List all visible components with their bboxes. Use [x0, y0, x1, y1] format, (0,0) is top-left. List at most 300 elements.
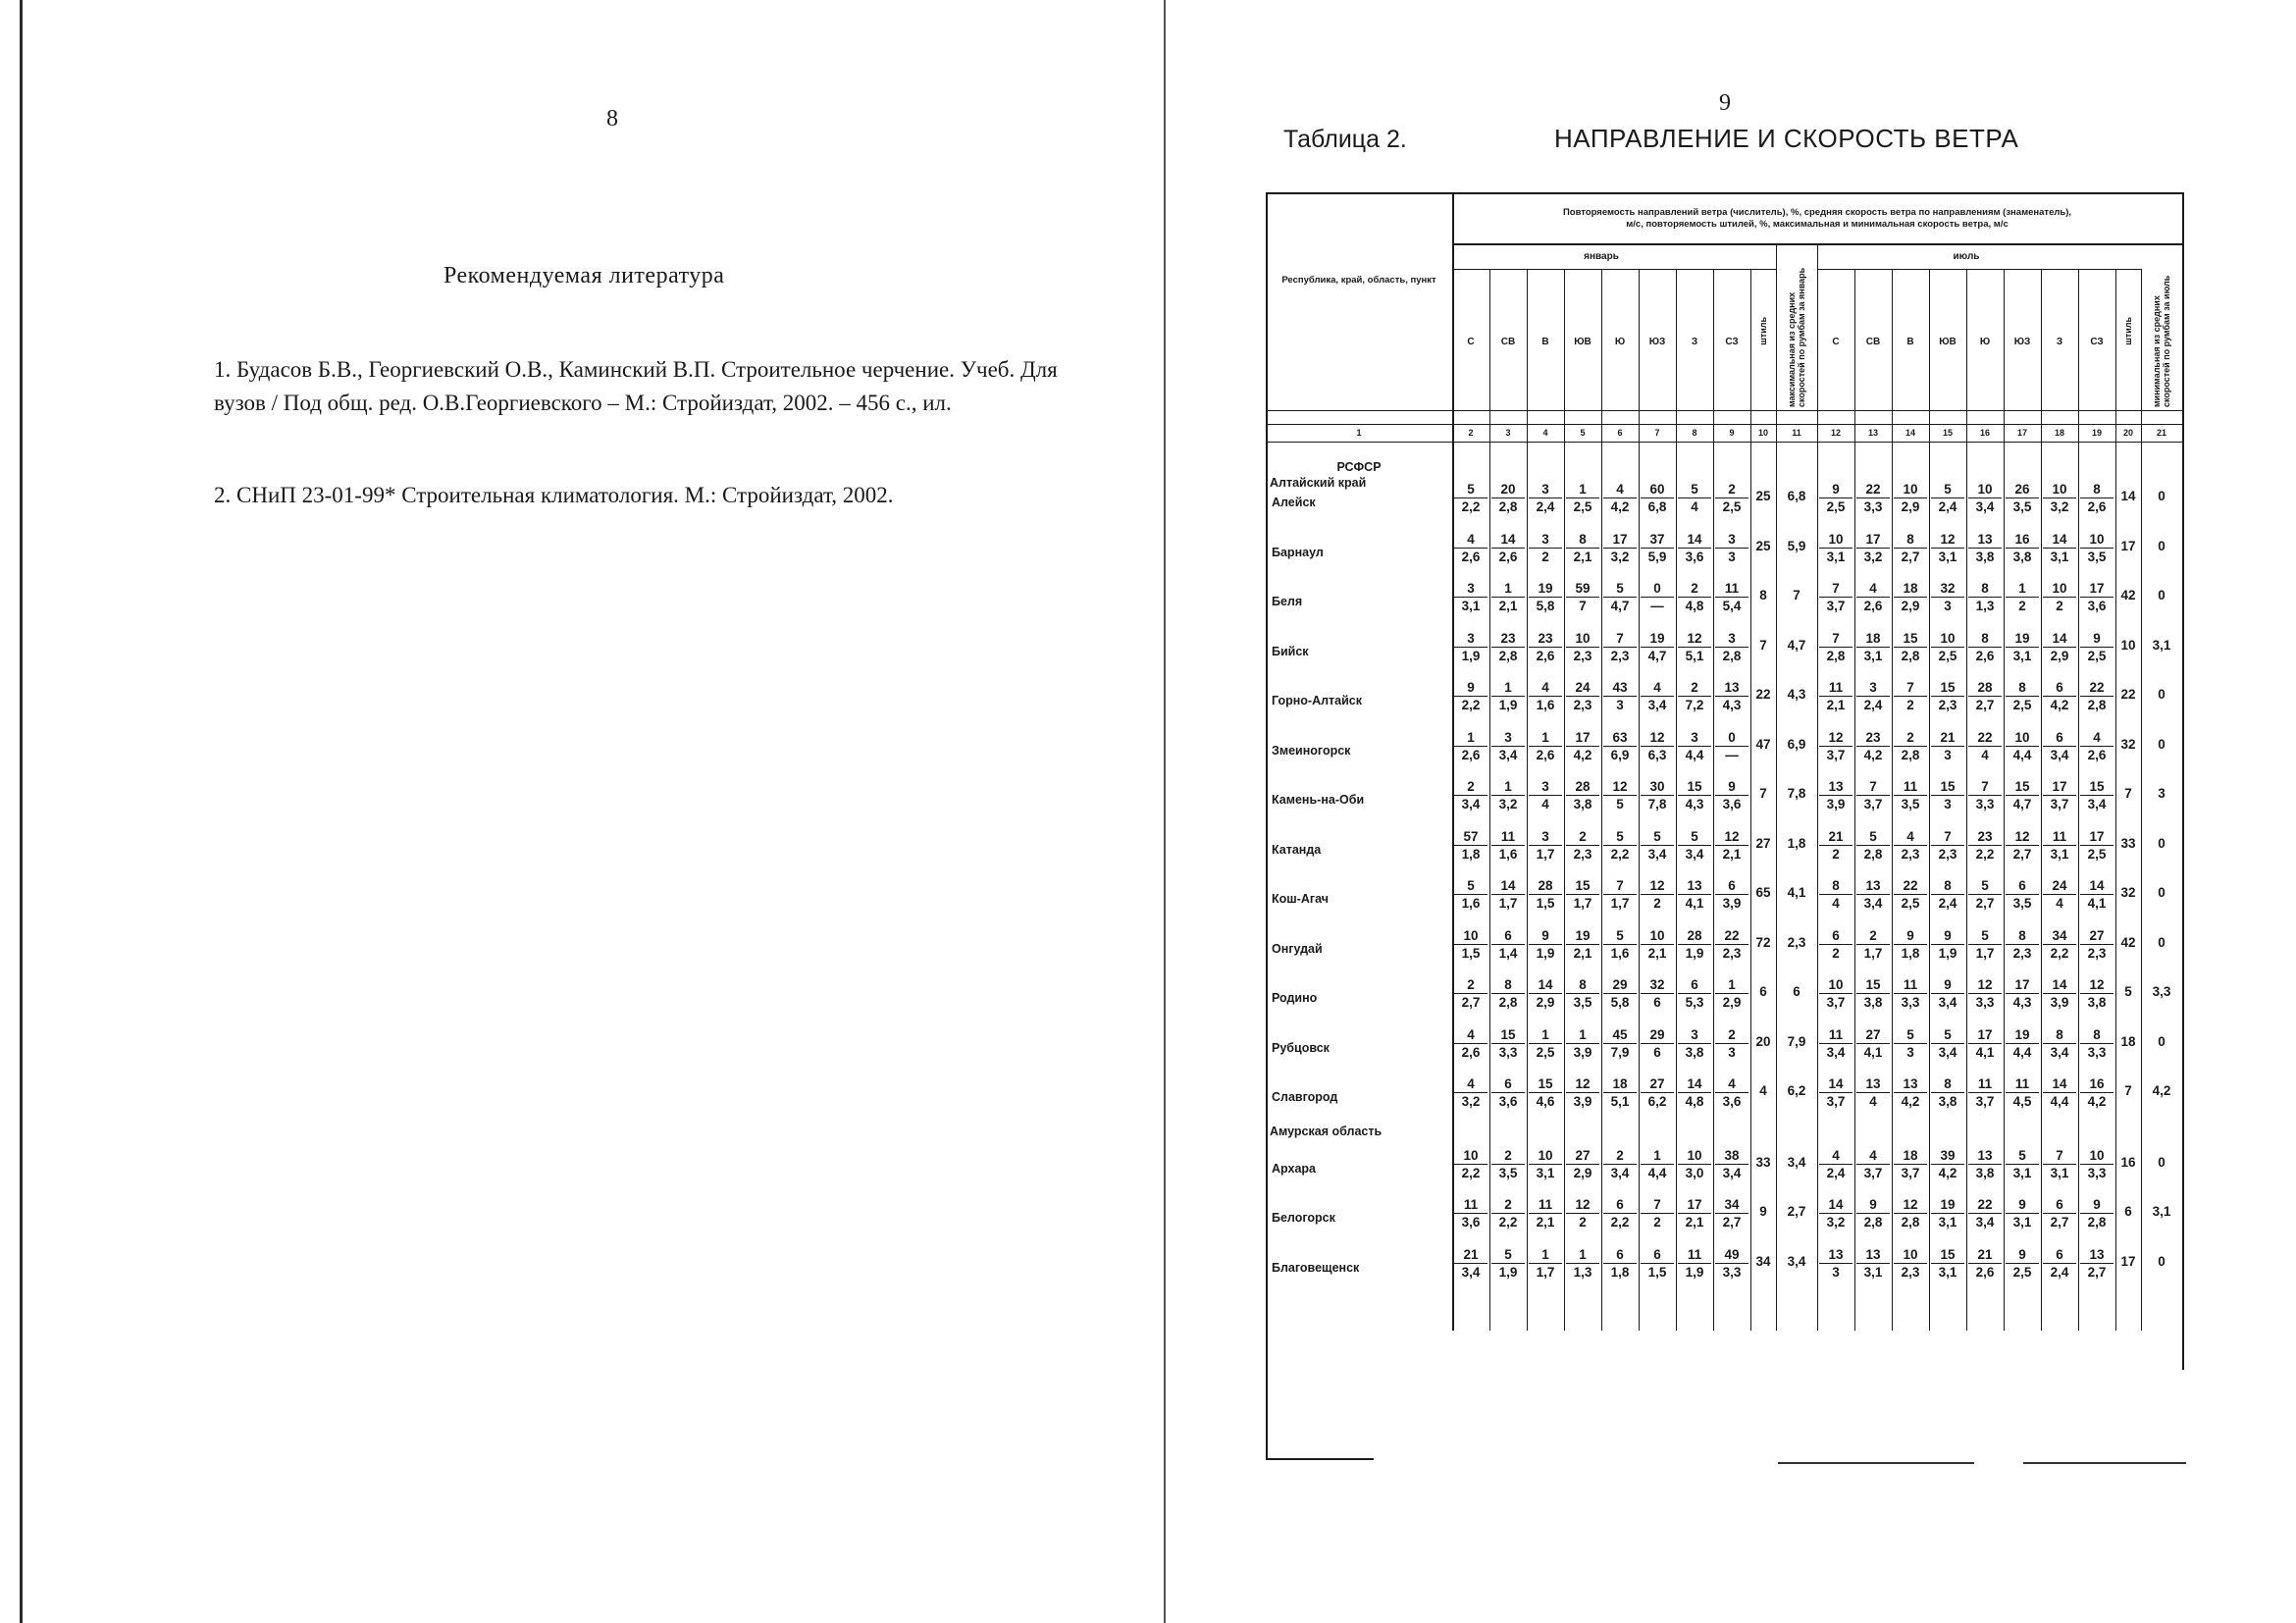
wind-speed: 1,6 — [1536, 698, 1555, 712]
wind-cell — [1894, 729, 1927, 763]
wind-speed: 3,7 — [1863, 1165, 1883, 1180]
wind-cell — [1856, 976, 1890, 1011]
wind-frequency: 15 — [1491, 1026, 1525, 1044]
jul-calm-value: 14 — [2120, 489, 2136, 503]
wind-speed: 3,9 — [1826, 797, 1846, 812]
wind-speed: 3,1 — [2050, 549, 2069, 564]
wind-frequency: 9 — [1529, 927, 1562, 945]
wind-cell — [1819, 877, 1852, 912]
wind-speed: 2,8 — [1722, 648, 1742, 663]
wind-cell — [1894, 976, 1927, 1011]
col-number-15 — [1929, 424, 1966, 442]
wind-cell — [1529, 877, 1562, 912]
wind-speed: 1,7 — [1498, 896, 1518, 911]
wind-cell — [2080, 729, 2113, 763]
wind-cell — [1529, 679, 1562, 713]
wind-cell — [1931, 778, 1964, 812]
wind-speed: 2,3 — [1610, 648, 1630, 663]
wind-frequency: 2 — [1454, 976, 1487, 994]
wind-cell — [1819, 778, 1852, 812]
body-col-line — [1713, 442, 1714, 1331]
wind-frequency: 15 — [1856, 976, 1890, 994]
region-column-header-text: Республика, край, область, пункт — [1281, 275, 1436, 286]
wind-frequency: 8 — [1566, 976, 1599, 994]
header-col-line — [2078, 269, 2079, 442]
wind-cell — [1566, 679, 1599, 713]
wind-frequency: 5 — [1454, 877, 1487, 895]
header-col-line — [2004, 269, 2005, 442]
wind-frequency: 10 — [2043, 481, 2076, 498]
wind-frequency: 6 — [1678, 976, 1711, 994]
col-number-10 — [1750, 424, 1776, 442]
wind-speed: 4,3 — [1685, 797, 1704, 812]
wind-cell — [2043, 1196, 2076, 1230]
col-number-12 — [1817, 424, 1854, 442]
jan-dir-ю-text: Ю — [1614, 336, 1626, 347]
header-col-line — [2141, 269, 2142, 442]
wind-cell — [1931, 927, 1964, 962]
wind-frequency: 1 — [1491, 580, 1525, 598]
wind-speed: 1,8 — [1461, 846, 1481, 862]
wind-speed: 2,7 — [2012, 846, 2032, 862]
wind-frequency: 2 — [1715, 481, 1748, 498]
reference-2: 2. СНиП 23-01-99* Строительная климатология. М.: Стройиздат, 2002. — [214, 483, 894, 507]
col-number-11 — [1776, 424, 1817, 442]
wind-cell — [1603, 927, 1637, 962]
wind-speed: — — [1650, 599, 1664, 613]
wind-frequency: 4 — [1856, 1147, 1890, 1165]
wind-frequency: 5 — [1931, 481, 1964, 498]
wind-cell — [1454, 1075, 1487, 1110]
wind-cell — [2043, 729, 2076, 763]
wind-frequency: 8 — [1819, 877, 1852, 895]
wind-frequency: 4 — [1715, 1075, 1748, 1093]
wind-cell — [1603, 778, 1637, 812]
wind-speed: 2,5 — [2012, 1264, 2032, 1280]
row-name — [1272, 840, 1446, 860]
wind-speed: 3,1 — [2050, 1165, 2069, 1180]
row-name — [1272, 691, 1446, 710]
wind-frequency: 6 — [1641, 1246, 1674, 1264]
jan-max-value: 2,3 — [1787, 934, 1806, 950]
wind-frequency: 19 — [2006, 630, 2039, 648]
main-caption-line-1: Повторяемость направлений ветра (числитель), %, средняя скорость ветра по направлениям (знаменатель), — [1562, 207, 2072, 218]
wind-frequency: 15 — [1931, 1246, 1964, 1264]
col-number-2-text: 2 — [1468, 428, 1474, 438]
jan-max-value: 1,8 — [1787, 835, 1806, 851]
group-name-text: Алтайский край — [1270, 476, 1367, 490]
row-name — [1272, 493, 1446, 512]
col-number-1-text: 1 — [1356, 428, 1362, 438]
wind-frequency: 2 — [1491, 1196, 1525, 1214]
wind-cell — [1931, 531, 1964, 565]
wind-frequency: 27 — [1566, 1147, 1599, 1165]
wind-cell — [1968, 1196, 2002, 1230]
wind-frequency: 13 — [1968, 1147, 2002, 1165]
wind-frequency: 21 — [1819, 828, 1852, 846]
jan-max-value: 6,9 — [1787, 736, 1806, 752]
wind-speed: 5,3 — [1685, 995, 1704, 1010]
wind-cell — [1968, 481, 2002, 515]
wind-frequency: 11 — [2043, 828, 2076, 846]
wind-speed: 4,1 — [2087, 896, 2107, 911]
wind-speed: 3,2 — [1610, 549, 1630, 564]
wind-cell — [2006, 630, 2039, 664]
wind-cell — [1491, 729, 1525, 763]
wind-frequency: 32 — [1641, 976, 1674, 994]
wind-cell — [1529, 1147, 1562, 1181]
wind-frequency: 10 — [2006, 729, 2039, 747]
wind-cell — [1678, 976, 1711, 1011]
wind-frequency: 6 — [2043, 1246, 2076, 1264]
wind-speed: 2,5 — [2087, 648, 2107, 663]
table-bottom-stub — [1266, 1458, 1374, 1460]
col-number-5-text: 5 — [1580, 428, 1586, 438]
wind-speed: 2,4 — [1938, 499, 1957, 514]
wind-frequency: 18 — [1603, 1075, 1637, 1093]
wind-cell — [1819, 481, 1852, 515]
wind-frequency: 6 — [1491, 927, 1525, 945]
wind-cell — [2080, 679, 2113, 713]
wind-frequency: 13 — [1678, 877, 1711, 895]
wind-cell — [1529, 481, 1562, 515]
wind-speed: 2,5 — [2012, 698, 2032, 712]
wind-frequency: 7 — [1931, 828, 1964, 846]
wind-frequency: 2 — [1856, 927, 1890, 945]
wind-cell — [1566, 778, 1599, 812]
wind-cell — [1894, 828, 1927, 863]
row-name-text: Беля — [1272, 595, 1303, 608]
wind-speed: 1,7 — [1610, 896, 1630, 911]
wind-speed: 2,9 — [1722, 995, 1742, 1010]
row-name-text: Славгород — [1272, 1090, 1338, 1104]
wind-frequency: 6 — [2043, 1196, 2076, 1214]
wind-frequency: 16 — [2006, 531, 2039, 549]
jan-calm-value: 20 — [1755, 1033, 1771, 1049]
wind-cell — [1491, 531, 1525, 565]
wind-frequency: 1 — [1566, 1026, 1599, 1044]
wind-cell — [1454, 580, 1487, 614]
wind-frequency: 4 — [1856, 580, 1890, 598]
body-col-line — [1817, 442, 1818, 1331]
jan-max-speed-header — [1776, 251, 1817, 410]
body-col-line — [1489, 442, 1490, 1331]
jan-dir-юз-text: ЮЗ — [1648, 336, 1666, 347]
col-number-21-text: 21 — [2156, 428, 2166, 438]
wind-frequency: 15 — [1529, 1075, 1562, 1093]
jul-min-speed-header-text: минимальная из средних скоростей по румбам за июль — [2152, 275, 2171, 407]
jul-min-value: 3,3 — [2152, 984, 2171, 999]
wind-frequency: 9 — [1454, 679, 1487, 697]
wind-frequency: 23 — [1968, 828, 2002, 846]
table-top-border — [1266, 192, 2182, 194]
jan-dir-с — [1452, 273, 1489, 410]
wind-speed: 2,5 — [1536, 1044, 1555, 1060]
wind-frequency: 12 — [1968, 976, 2002, 994]
january-header — [1452, 243, 1750, 269]
wind-cell — [1491, 630, 1525, 664]
main-caption — [1456, 196, 2178, 241]
col-number-14-text: 14 — [1905, 428, 1915, 438]
wind-speed: 4 — [1541, 797, 1549, 812]
jul-dir-сз-text: СЗ — [2090, 336, 2104, 347]
wind-cell — [1678, 1075, 1711, 1110]
body-col-line — [1676, 442, 1677, 1331]
wind-frequency: 15 — [1894, 630, 1927, 648]
row-name-text: Горно-Алтайск — [1272, 694, 1363, 707]
wind-cell — [1454, 481, 1487, 515]
wind-speed: 3 — [1906, 1044, 1914, 1060]
group-rsfsr — [1266, 459, 1452, 475]
wind-speed: 3,0 — [1685, 1165, 1704, 1180]
wind-frequency: 11 — [2006, 1075, 2039, 1093]
jan-dir-з — [1676, 273, 1713, 410]
wind-cell — [2080, 1196, 2113, 1230]
wind-frequency: 22 — [2080, 679, 2113, 697]
wind-speed: 3,6 — [1722, 1094, 1742, 1109]
wind-frequency: 3 — [1454, 580, 1487, 598]
col-number-13-text: 13 — [1867, 428, 1878, 438]
wind-cell — [1819, 630, 1852, 664]
wind-frequency: 1 — [1566, 481, 1599, 498]
wind-cell — [1678, 679, 1711, 713]
wind-cell — [1454, 1246, 1487, 1281]
wind-cell — [1856, 1246, 1890, 1281]
wind-frequency: 14 — [1491, 877, 1525, 895]
wind-frequency: 1 — [1715, 976, 1748, 994]
wind-frequency: 8 — [1968, 630, 2002, 648]
wind-cell — [1931, 1246, 1964, 1281]
jul-calm-value: 7 — [2124, 1083, 2132, 1098]
row-name-text: Онгудай — [1272, 941, 1323, 956]
wind-speed: 4 — [1981, 747, 1989, 762]
wind-speed: 1,9 — [1938, 945, 1957, 961]
wind-speed: 3 — [1832, 1264, 1840, 1280]
wind-frequency: 24 — [1566, 679, 1599, 697]
jan-max-value: 4,3 — [1787, 687, 1806, 702]
wind-speed: 4 — [1691, 499, 1698, 514]
wind-frequency: 10 — [1529, 1147, 1562, 1165]
body-col-line — [1564, 442, 1565, 1331]
wind-frequency: 1 — [1529, 1026, 1562, 1044]
wind-frequency: 12 — [1819, 729, 1852, 747]
wind-frequency: 7 — [1641, 1196, 1674, 1214]
wind-speed: 2,9 — [1536, 995, 1555, 1010]
wind-cell — [1641, 580, 1674, 614]
wind-speed: 2,8 — [1901, 1215, 1920, 1230]
wind-speed: 3,4 — [1610, 1165, 1630, 1180]
wind-frequency: 5 — [1603, 580, 1637, 598]
wind-speed: 2,6 — [1498, 549, 1518, 564]
wind-frequency: 1 — [1641, 1147, 1674, 1165]
wind-frequency: 14 — [2043, 1075, 2076, 1093]
wind-frequency: 3 — [1856, 679, 1890, 697]
wind-speed: 2,4 — [1536, 499, 1555, 514]
body-col-line — [2041, 442, 2042, 1331]
wind-frequency: 19 — [1641, 630, 1674, 648]
wind-frequency: 9 — [1856, 1196, 1890, 1214]
wind-speed: 3,4 — [1647, 698, 1667, 712]
wind-cell — [1529, 729, 1562, 763]
jan-dir-юз — [1639, 273, 1676, 410]
wind-cell — [1715, 927, 1748, 962]
wind-frequency: 1 — [1529, 1246, 1562, 1264]
wind-frequency: 17 — [1566, 729, 1599, 747]
wind-cell — [2080, 531, 2113, 565]
body-col-line — [1854, 442, 1855, 1331]
wind-frequency: 59 — [1566, 580, 1599, 598]
wind-speed: 2,1 — [1573, 945, 1592, 961]
wind-cell — [1603, 976, 1637, 1011]
wind-cell — [1491, 927, 1525, 962]
wind-frequency: 10 — [1968, 481, 2002, 498]
wind-speed: 1,3 — [1975, 599, 1995, 613]
wind-cell — [1856, 531, 1890, 565]
wind-frequency: 22 — [1856, 481, 1890, 498]
wind-cell — [1454, 1196, 1487, 1230]
wind-cell — [2043, 828, 2076, 863]
wind-cell — [1678, 1147, 1711, 1181]
wind-cell — [2080, 1147, 2113, 1181]
col-number-8 — [1676, 424, 1713, 442]
wind-speed: 3,1 — [1826, 549, 1846, 564]
col-number-20 — [2115, 424, 2141, 442]
wind-cell — [1968, 1075, 2002, 1110]
jul-dir-з — [2041, 273, 2078, 410]
header-col-line — [1892, 269, 1893, 442]
row-name-text: Благовещенск — [1272, 1260, 1360, 1275]
jan-calm-value: 7 — [1759, 637, 1767, 653]
jul-min-value: 0 — [2158, 538, 2166, 553]
wind-cell — [2006, 531, 2039, 565]
wind-frequency: 11 — [1819, 1026, 1852, 1044]
col-number-4-text: 4 — [1542, 428, 1548, 438]
wind-speed: 5,1 — [1685, 648, 1704, 663]
wind-cell — [1566, 1196, 1599, 1230]
wind-frequency: 3 — [1491, 729, 1525, 747]
wind-cell — [1454, 976, 1487, 1011]
wind-cell — [2043, 1246, 2076, 1281]
wind-speed: 2,8 — [1498, 499, 1518, 514]
wind-speed: 3,5 — [1901, 797, 1920, 812]
wind-speed: 2,3 — [2012, 945, 2032, 961]
wind-cell — [1678, 630, 1711, 664]
wind-speed: 3,4 — [1826, 1044, 1846, 1060]
wind-cell — [1819, 976, 1852, 1011]
wind-frequency: 23 — [1529, 630, 1562, 648]
wind-cell — [1931, 1026, 1964, 1061]
wind-frequency: 10 — [1678, 1147, 1711, 1165]
header-col-line — [1489, 269, 1490, 442]
wind-cell — [1603, 1075, 1637, 1110]
wind-speed: 3,8 — [1975, 1165, 1995, 1180]
wind-cell — [1603, 531, 1637, 565]
wind-frequency: 43 — [1603, 679, 1637, 697]
wind-cell — [1454, 729, 1487, 763]
jul-dir-с-text: С — [1832, 336, 1840, 347]
jan-calm-value: 27 — [1755, 835, 1771, 851]
bottom-rule-2 — [2023, 1462, 2186, 1464]
col-number-17-text: 17 — [2016, 428, 2027, 438]
wind-cell — [1968, 1026, 2002, 1061]
region-column-header — [1270, 251, 1448, 310]
jul-dir-в-text: В — [1906, 336, 1914, 347]
jan-max-value: 6,2 — [1787, 1083, 1806, 1098]
wind-frequency: 4 — [1819, 1147, 1852, 1165]
wind-cell — [2043, 976, 2076, 1011]
wind-frequency: 26 — [2006, 481, 2039, 498]
wind-cell — [1566, 580, 1599, 614]
wind-frequency: 6 — [1491, 1075, 1525, 1093]
wind-cell — [1715, 1196, 1748, 1230]
wind-frequency: 37 — [1641, 531, 1674, 549]
wind-speed: 2,6 — [1863, 599, 1883, 613]
wind-cell — [1931, 580, 1964, 614]
wind-speed: 3 — [1944, 599, 1952, 613]
row-name — [1272, 939, 1446, 959]
group-rsfsr-text: РСФСР — [1336, 460, 1382, 474]
jan-max-value: 2,7 — [1787, 1204, 1806, 1219]
col-number-1 — [1266, 424, 1452, 442]
wind-frequency: 32 — [1931, 580, 1964, 598]
body-col-line — [2078, 442, 2079, 1331]
wind-cell — [1819, 1026, 1852, 1061]
header-col-line — [1966, 269, 1967, 442]
row-name — [1272, 889, 1446, 909]
wind-cell — [1678, 778, 1711, 812]
header-col-line — [1713, 269, 1714, 442]
wind-speed: 4 — [1832, 896, 1840, 911]
wind-cell — [1968, 778, 2002, 812]
wind-frequency: 14 — [1678, 1075, 1711, 1093]
wind-speed: 3,4 — [1647, 846, 1667, 862]
wind-speed: 2,9 — [1901, 499, 1920, 514]
header-col-line — [1601, 269, 1602, 442]
wind-frequency: 19 — [2006, 1026, 2039, 1044]
wind-speed: 2 — [1906, 698, 1914, 712]
wind-speed: 2,3 — [1573, 648, 1592, 663]
row-name-text: Змеиногорск — [1272, 743, 1351, 758]
wind-speed: 3,6 — [1461, 1215, 1481, 1230]
wind-cell — [1968, 927, 2002, 962]
wind-speed: 2,5 — [1901, 896, 1920, 911]
wind-frequency: 5 — [1603, 927, 1637, 945]
wind-frequency: 2 — [1603, 1147, 1637, 1165]
wind-frequency: 11 — [1454, 1196, 1487, 1214]
col-number-20-text: 20 — [2122, 428, 2133, 438]
wind-cell — [2043, 1075, 2076, 1110]
wind-frequency: 5 — [1931, 1026, 1964, 1044]
wind-cell — [1715, 481, 1748, 515]
wind-cell — [2006, 1075, 2039, 1110]
col-number-7-text: 7 — [1654, 428, 1660, 438]
jan-calm-value: 9 — [1759, 1204, 1767, 1219]
header-col-line — [2041, 269, 2042, 442]
wind-frequency: 16 — [2080, 1075, 2113, 1093]
wind-frequency: 2 — [1566, 828, 1599, 846]
wind-frequency: 7 — [1819, 630, 1852, 648]
wind-frequency: 19 — [1566, 927, 1599, 945]
wind-speed: 2 — [1832, 846, 1840, 862]
wind-cell — [1529, 531, 1562, 565]
wind-frequency: 12 — [2006, 828, 2039, 846]
wind-cell — [2006, 481, 2039, 515]
wind-frequency: 38 — [1715, 1147, 1748, 1165]
col-number-10-text: 10 — [1757, 428, 1768, 438]
jul-calm-value: 17 — [2120, 1253, 2136, 1269]
wind-cell — [1715, 679, 1748, 713]
wind-speed: 3,2 — [1826, 1215, 1846, 1230]
